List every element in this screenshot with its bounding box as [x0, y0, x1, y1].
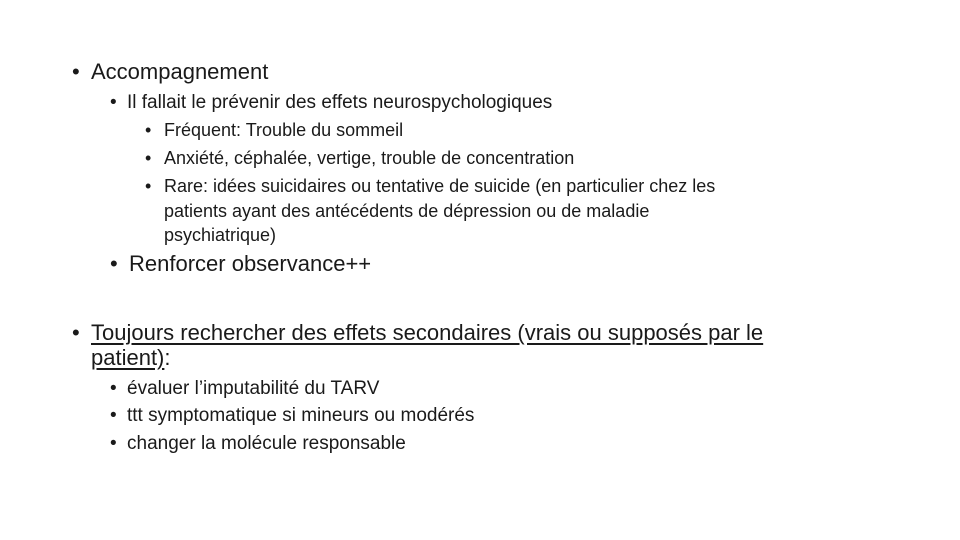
- list-item: Fréquent: Trouble du sommeil: [164, 120, 404, 140]
- list-item-continuation: psychiatrique): [164, 225, 277, 245]
- section1-sub2: Renforcer observance++: [129, 251, 372, 276]
- bullet-icon: •: [110, 433, 117, 454]
- bullet-icon: •: [145, 120, 152, 140]
- section2-heading-colon: :: [164, 345, 171, 370]
- section2-heading-line1: Toujours rechercher des effets secondaires (vrais ou supposés par le: [91, 320, 764, 345]
- section2-heading-underlined: patient): [91, 345, 165, 370]
- list-item: changer la molécule responsable: [127, 433, 406, 454]
- list-item: ttt symptomatique si mineurs ou modérés: [127, 405, 475, 426]
- bullet-icon: •: [72, 320, 80, 345]
- bullet-icon: •: [110, 378, 117, 399]
- bullet-icon: •: [110, 405, 117, 426]
- section2-heading-line2: [91, 346, 171, 370]
- bullet-icon: •: [72, 59, 80, 84]
- list-item: Rare: idées suicidaires ou tentative de suicide (en particulier chez les: [164, 176, 716, 196]
- list-item: Anxiété, céphalée, vertige, trouble de concentration: [164, 148, 575, 168]
- bullet-icon: •: [110, 251, 118, 276]
- section1-heading: Accompagnement: [91, 59, 269, 84]
- bullet-icon: •: [110, 92, 117, 113]
- list-item: évaluer l’imputabilité du TARV: [127, 378, 380, 399]
- bullet-icon: •: [145, 148, 152, 168]
- section1-sub1-text: Il fallait le prévenir des effets neurospychologiques: [127, 92, 553, 113]
- list-item-continuation: patients ayant des antécédents de dépression ou de maladie: [164, 201, 650, 221]
- bullet-icon: •: [145, 176, 152, 196]
